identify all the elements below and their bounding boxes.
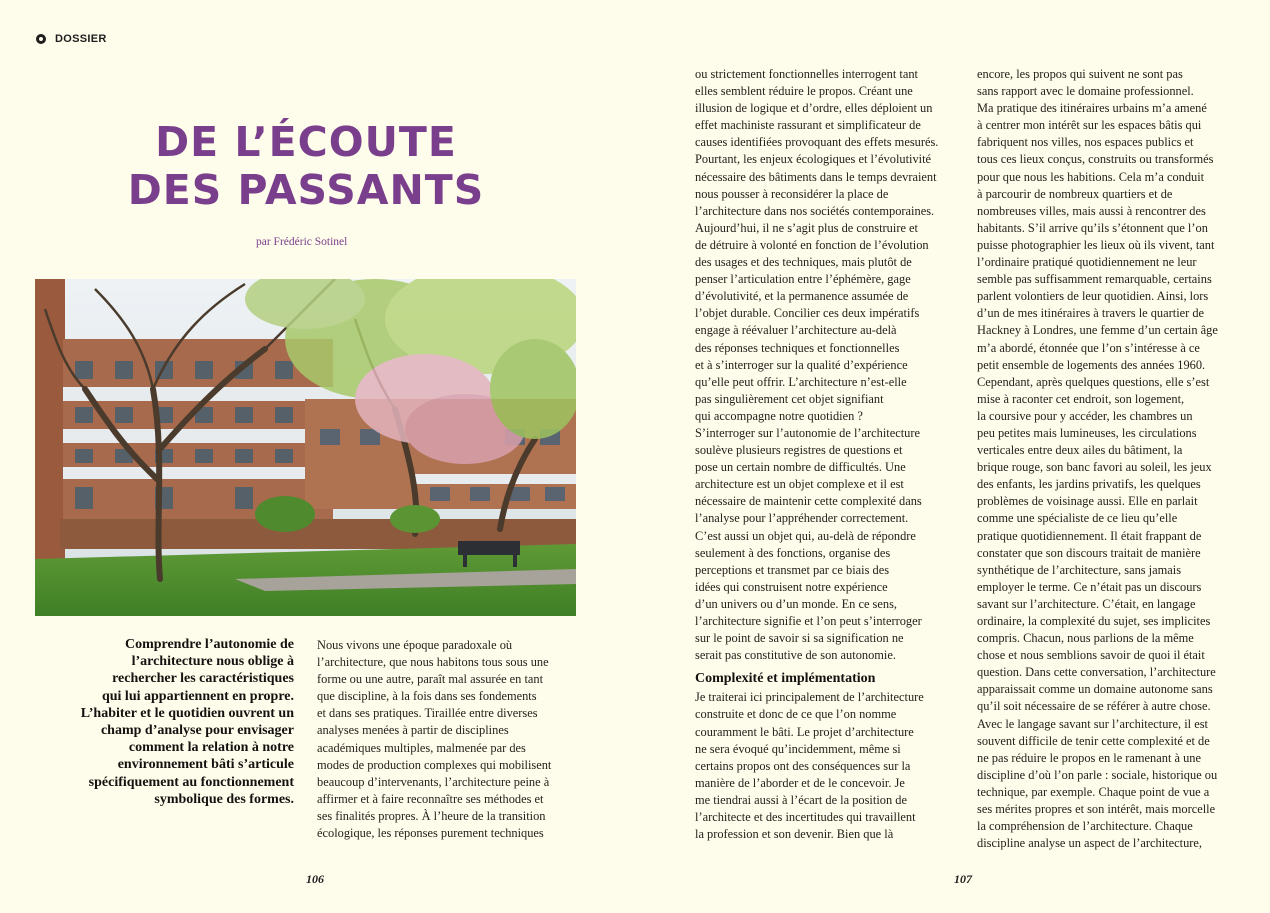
text-line: nécessaire de maintenir cette complexité dans	[695, 494, 922, 509]
intro-line: comment la relation à notre	[128, 740, 294, 756]
text-line: nombreuses villes, mais aussi à rencontrer des	[977, 203, 1206, 218]
text-line: me tiendrai aussi à l’écart de la position de	[695, 792, 907, 807]
text-line: l’ordinaire pratiqué quotidiennement ne leur	[977, 255, 1197, 270]
text-line: semble pas suffisamment remarquable, certains	[977, 272, 1212, 287]
text-line: académiques multiples, malmenée par des	[317, 740, 526, 755]
section-label: DOSSIER	[55, 33, 107, 45]
text-line: souvent difficile de tenir cette complexité et de	[977, 733, 1210, 748]
text-line: petit ensemble de logements des années 1960.	[977, 357, 1206, 372]
intro-line: rechercher les caractéristiques	[112, 671, 294, 687]
text-line: qu’il soit nécessaire de se référer à autre chose.	[977, 699, 1211, 714]
page-number-right: 107	[954, 872, 972, 886]
housing-estate-photo	[35, 279, 576, 616]
text-line: idées qui construisent notre expérience	[695, 579, 888, 594]
text-line: savant sur l’architecture. C’était, en langage	[977, 596, 1196, 611]
text-line: écologique, les réponses purement techniques	[317, 826, 544, 841]
text-line: des réponses techniques et fonctionnelles	[695, 340, 900, 355]
text-line: la profession et son devenir. Bien que là	[695, 827, 894, 842]
text-line: nécessaire des bâtiments dans le temps devraient	[695, 169, 937, 184]
text-line: illusion de logique et d’ordre, elles déploient un	[695, 101, 933, 116]
text-line: forme ou une autre, paraît mal assurée en tant	[317, 672, 544, 687]
text-line: ordinaire, la complexité du sujet, ses implicites	[977, 614, 1211, 628]
text-line: l’architecte et des incertitudes qui travaillent	[695, 810, 916, 825]
text-line: synthétique de l’architecture, sans jamais	[977, 562, 1182, 577]
text-line: ne pas réduire le propos en le ramenant à une	[977, 750, 1201, 765]
text-line: chose et nous semblions savoir de quoi il était	[977, 648, 1205, 663]
text-line: l’objet durable. Concilier ces deux impératifs	[695, 306, 920, 321]
text-line: Hackney à Londres, une femme d’un certain âge	[977, 323, 1218, 338]
text-line: modes de production complexes qui mobilisent	[317, 757, 552, 772]
intro-line: Comprendre l’autonomie de	[124, 637, 294, 652]
text-line: Cependant, après quelques questions, elle s’est	[977, 374, 1210, 389]
text-line: des usages et des techniques, mais plutôt de	[695, 255, 912, 270]
text-line: verticales entre deux ailes du bâtiment, la	[977, 443, 1183, 458]
text-line: construite et donc de ce que l’on nomme	[695, 707, 897, 722]
body-column-2-bottom	[695, 689, 938, 843]
text-line: et à s’interroger sur la qualité d’expérience	[695, 357, 908, 372]
text-line: pour que nous les habitions. Cela m’a conduit	[977, 169, 1205, 184]
intro-line: spécifiquement au fonctionnement	[88, 774, 294, 790]
intro-line: champ d’analyse pour envisager	[100, 723, 294, 739]
text-line: parlent volontiers de leur quotidien. Ainsi, lors	[977, 289, 1209, 304]
text-line: et dans ses pratiques. Tiraillée entre diverses	[317, 706, 538, 721]
text-line: des enfants, les jardins privatifs, les quelques	[977, 477, 1201, 492]
text-line: affirmer et à faire reconnaître ses méthodes et	[317, 791, 544, 806]
text-line: pratique quotidiennement. Il était frappant de	[977, 528, 1202, 543]
text-line: soulève plusieurs registres de questions et	[695, 443, 903, 458]
byline: par Frédéric Sotinel	[256, 236, 348, 248]
text-line: brique rouge, son banc favori au soleil, les jeux	[977, 460, 1212, 475]
intro-line: symbolique des formes.	[154, 791, 294, 807]
text-line: Pourtant, les enjeux écologiques et l’évolutivité	[695, 152, 932, 167]
text-line: perceptions et transmet par ce biais des	[695, 562, 890, 577]
text-line: à centrer mon intérêt sur les espaces bâtis qui	[977, 118, 1202, 133]
text-line: l’analyse pour l’appréhender correctement.	[695, 511, 909, 526]
text-line: Nous vivons une époque paradoxale où	[317, 638, 513, 652]
text-line: analyses menées à partir de disciplines	[317, 723, 509, 738]
body-column-1	[317, 637, 551, 842]
text-line: d’un de mes itinéraires à travers le quartier de	[977, 306, 1205, 321]
text-line: effet machiniste rassurant et simplificateur de	[695, 118, 921, 133]
text-line: pose un certain nombre de difficultés. Une	[695, 460, 906, 475]
page-number-left: 106	[306, 872, 324, 886]
text-line: l’architecture, que nous habitons tous sous une	[317, 655, 549, 670]
text-line: discipline d’où l’on parle : sociale, historique ou	[977, 767, 1218, 782]
text-line: qui accompagne notre quotidien ?	[695, 408, 863, 423]
text-line: d’un univers ou d’un monde. En ce sens,	[695, 596, 897, 611]
text-line: technique, par exemple. Chaque point de vue a	[977, 784, 1210, 799]
body-column-2	[695, 66, 938, 843]
intro-line: qui lui appartiennent en propre.	[101, 688, 294, 704]
text-line: puisse photographier les lieux où ils vivent, tant	[977, 237, 1215, 252]
text-line: constater que son discours traitait de manière	[977, 545, 1201, 560]
text-line: certains propos ont des conséquences sur la	[695, 758, 911, 773]
text-line: seulement à des fonctions, organise des	[695, 545, 891, 560]
text-line: Aujourd’hui, il ne s’agit plus de construire et	[695, 220, 918, 235]
text-line: comme une spécialiste de ce lieu qu’elle	[977, 511, 1178, 526]
section-header	[36, 33, 107, 45]
text-line: mise à raconter cet endroit, son logement,	[977, 391, 1185, 406]
text-line: ses finalités propres. À l’heure de la transition	[317, 808, 546, 823]
text-line: sans rapport avec le domaine professionnel.	[977, 84, 1194, 99]
text-line: compris. Chacun, nous parlions de la même	[977, 631, 1194, 646]
intro-line: environnement bâti s’articule	[117, 757, 294, 773]
section-bullet-icon	[36, 34, 46, 44]
text-line: discipline analyse un aspect de l’architecture,	[977, 836, 1202, 851]
text-line: Avec le langage savant sur l’architecture, il est	[977, 716, 1208, 731]
text-line: apparaissait comme un domaine autonome sans	[977, 682, 1213, 697]
text-line: de détruire à volonté en fonction de l’évolution	[695, 237, 929, 252]
text-line: encore, les propos qui suivent ne sont pas	[977, 67, 1183, 81]
text-line: pas singulièrement cet objet signifiant	[695, 391, 884, 406]
body-column-2-top	[695, 66, 938, 664]
text-line: l’architecture signifie et l’on peut s’interroger	[695, 614, 922, 628]
text-line: question. Dans cette conversation, l’architecture	[977, 665, 1216, 680]
text-line: à parcourir de nombreux quartiers et de	[977, 186, 1173, 201]
text-line: ou strictement fonctionnelles interrogent tant	[695, 67, 918, 81]
text-line: beaucoup d’intervenants, l’architecture peine à	[317, 774, 550, 789]
intro-paragraph	[36, 636, 294, 808]
text-line: que discipline, à la fois dans ses fondements	[317, 689, 537, 704]
article-title	[100, 118, 512, 214]
text-line: Ma pratique des itinéraires urbains m’a amené	[977, 101, 1207, 116]
text-line: Je traiterai ici principalement de l’architecture	[695, 690, 924, 705]
text-line: problèmes de voisinage aussi. Elle en parlait	[977, 494, 1198, 509]
intro-line: l’architecture nous oblige à	[131, 654, 294, 670]
title-line-1: DE L’ÉCOUTE	[155, 118, 457, 166]
title-line-2: DES PASSANTS	[127, 166, 485, 214]
text-line: qu’elle peut offrir. L’architecture n’est-elle	[695, 374, 907, 389]
text-line: penser l’articulation entre l’éphémère, gage	[695, 272, 911, 287]
text-line: S’interroger sur l’autonomie de l’architecture	[695, 425, 921, 440]
text-line: habitants. S’il arrive qu’ils s’étonnent que l’on	[977, 220, 1208, 235]
text-line: peu petites mais lumineuses, les circulations	[977, 425, 1197, 440]
body-column-3	[977, 66, 1218, 852]
intro-line: L’habiter et le quotidien ouvrent un	[80, 705, 294, 721]
text-line: nous pousser à reconsidérer la place de	[695, 186, 889, 201]
text-line: causes identifiées provoquant des effets mesurés.	[695, 135, 939, 150]
text-line: serait pas constitutive de son autonomie.	[695, 648, 896, 663]
text-line: employer le terme. Ce n’était pas un discours	[977, 579, 1202, 594]
text-line: ses mérites propres et son intérêt, mais morcelle	[977, 802, 1216, 817]
subheading: Complexité et implémentation	[695, 671, 876, 687]
text-line: d’évolutivité, et la permanence assumée de	[695, 289, 909, 304]
text-line: l’architecture dans nos sociétés contemporaines.	[695, 203, 935, 218]
text-line: engage à réévaluer l’architecture au-delà	[695, 323, 897, 338]
text-line: ne sera évoqué qu’incidemment, même si	[695, 741, 901, 756]
text-line: tous ces lieux conçus, construits ou transformés	[977, 152, 1214, 167]
text-line: elles semblent réduire le propos. Créant une	[695, 84, 913, 99]
text-line: C’est aussi un objet qui, au-delà de répondre	[695, 528, 916, 543]
text-line: sur le point de savoir si sa signification ne	[695, 631, 904, 646]
text-line: m’a abordé, étonnée que l’on s’intéresse à ce	[977, 340, 1200, 355]
text-line: la coursive pour y accéder, les chambres un	[977, 408, 1193, 423]
text-line: couramment le bâti. Le projet d’architecture	[695, 724, 914, 739]
text-line: architecture est un objet complexe et il est	[695, 477, 904, 492]
text-line: manière de l’aborder et de le concevoir. Je	[695, 775, 905, 790]
text-line: la compréhension de l’architecture. Chaque	[977, 819, 1193, 834]
text-line: fabriquent nos villes, nos espaces publics et	[977, 135, 1194, 150]
